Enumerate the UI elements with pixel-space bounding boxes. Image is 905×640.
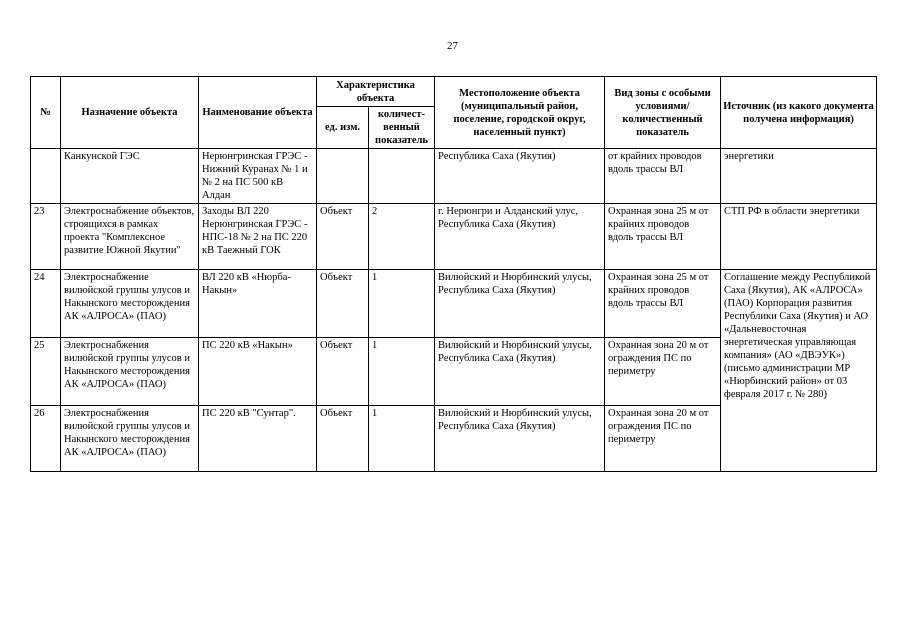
table-row	[31, 149, 877, 204]
objects-table	[30, 76, 877, 472]
cell-source: Соглашение между Республикой Саха (Якутия), АК «АЛРОСА» (ПАО) Корпорация развития Республики Саха (Якутия) и АО «Дальневосточная энергетическая управляющая компания» (АО «ДВЭУК») (письмо администрации МР «Нюрбинский район» от 03 февраля 2017 г. № 280)	[721, 270, 877, 472]
cell-unit: Объект	[317, 406, 369, 472]
cell-qty: 2	[369, 204, 435, 270]
header-source: Источник (из какого документа получена информация)	[721, 77, 877, 149]
cell-location: Вилюйский и Нюрбинский улусы, Республика Саха (Якутия)	[435, 338, 605, 406]
cell-location: г. Нерюнгри и Алданский улус, Республика Саха (Якутия)	[435, 204, 605, 270]
cell-purpose: Электроснабжения вилюйской группы улусов и Накынского месторождения АК «АЛРОСА» (ПАО)	[61, 338, 199, 406]
cell-purpose: Канкунской ГЭС	[61, 149, 199, 204]
cell-zone: Охранная зона 25 м от крайних проводов вдоль трассы ВЛ	[605, 204, 721, 270]
cell-location: Вилюйский и Нюрбинский улусы, Республика Саха (Якутия)	[435, 270, 605, 338]
cell-name: ПС 220 кВ «Накын»	[199, 338, 317, 406]
cell-num	[31, 149, 61, 204]
cell-source: энергетики	[721, 149, 877, 204]
cell-purpose: Электроснабжение объектов, строящихся в рамках проекта "Комплексное развитие Южной Якутии"	[61, 204, 199, 270]
cell-num: 24	[31, 270, 61, 338]
header-unit: ед. изм.	[317, 107, 369, 149]
cell-zone: Охранная зона 25 м от крайних проводов вдоль трассы ВЛ	[605, 270, 721, 338]
cell-purpose: Электроснабжения вилюйской группы улусов и Накынского месторождения АК «АЛРОСА» (ПАО)	[61, 406, 199, 472]
header-name: Наименование объекта	[199, 77, 317, 149]
cell-name: ПС 220 кВ "Сунтар".	[199, 406, 317, 472]
cell-qty: 1	[369, 338, 435, 406]
header-characteristics: Характеристика объекта	[317, 77, 435, 107]
cell-unit: Объект	[317, 270, 369, 338]
cell-qty: 1	[369, 406, 435, 472]
cell-unit	[317, 149, 369, 204]
cell-location: Республика Саха (Якутия)	[435, 149, 605, 204]
header-zone: Вид зоны с особыми условиями/ количественный показатель	[605, 77, 721, 149]
page-number: 27	[447, 40, 458, 52]
header-num: №	[31, 77, 61, 149]
cell-qty: 1	[369, 270, 435, 338]
header-purpose: Назначение объекта	[61, 77, 199, 149]
cell-unit: Объект	[317, 338, 369, 406]
cell-location: Вилюйский и Нюрбинский улусы, Республика Саха (Якутия)	[435, 406, 605, 472]
cell-name: ВЛ 220 кВ «Нюрба- Накын»	[199, 270, 317, 338]
table-row	[31, 270, 877, 338]
cell-zone: Охранная зона 20 м от ограждения ПС по периметру	[605, 406, 721, 472]
cell-qty	[369, 149, 435, 204]
cell-purpose: Электроснабжение вилюйской группы улусов и Накынского месторождения АК «АЛРОСА» (ПАО)	[61, 270, 199, 338]
cell-zone: от крайних проводов вдоль трассы ВЛ	[605, 149, 721, 204]
table-row	[31, 204, 877, 270]
cell-zone: Охранная зона 20 м от ограждения ПС по периметру	[605, 338, 721, 406]
cell-name: Нерюнгринская ГРЭС - Нижний Куранах № 1 и № 2 на ПС 500 кВ Алдан	[199, 149, 317, 204]
cell-name: Заходы ВЛ 220 Нерюнгринская ГРЭС - НПС-18 № 2 на ПС 220 кВ Таежный ГОК	[199, 204, 317, 270]
cell-unit: Объект	[317, 204, 369, 270]
cell-num: 23	[31, 204, 61, 270]
cell-source: СТП РФ в области энергетики	[721, 204, 877, 270]
header-location: Местоположение объекта (муниципальный район, поселение, городской округ, населенный пункт)	[435, 77, 605, 149]
header-quantity: количест- венный показатель	[369, 107, 435, 149]
cell-num: 25	[31, 338, 61, 406]
cell-num: 26	[31, 406, 61, 472]
